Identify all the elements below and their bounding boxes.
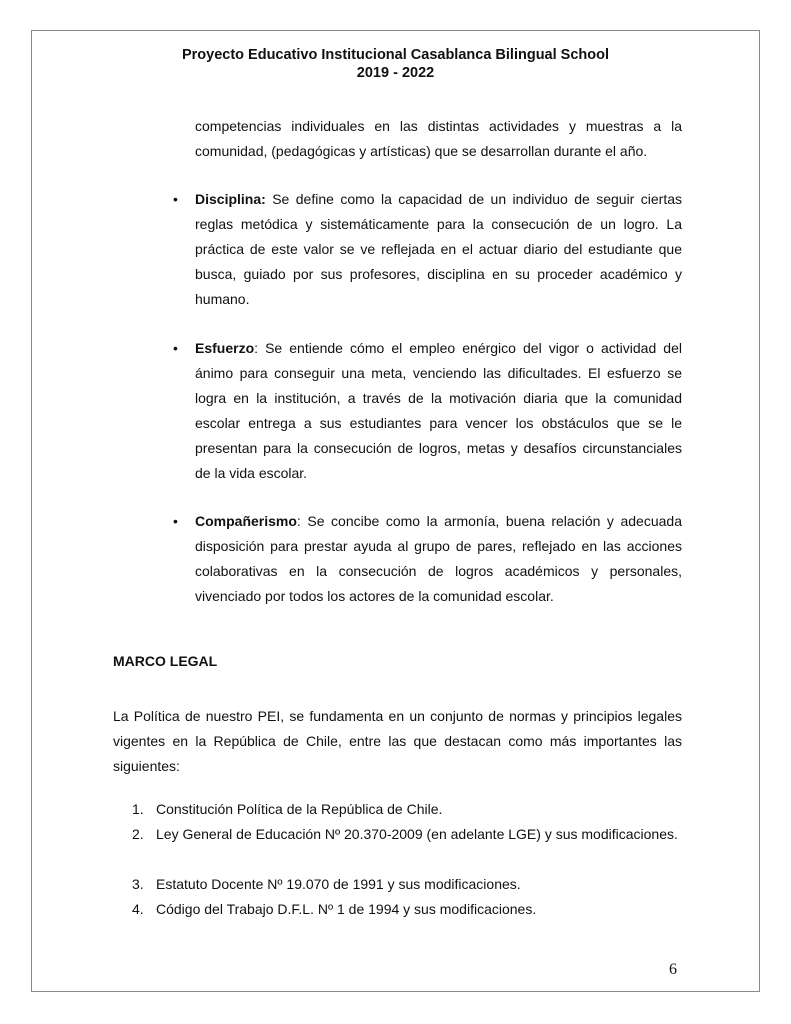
marco-legal-intro: La Política de nuestro PEI, se fundamenta en un conjunto de normas y principios legales vigentes en la República de Chile, entre las que destacan como más importantes las siguientes:: [113, 708, 682, 774]
value-companerismo: [195, 509, 682, 609]
list-item-text: Ley General de Educación Nº 20.370-2009 (en adelante LGE) y sus modificaciones.: [156, 826, 678, 842]
list-item-number: 1.: [132, 801, 144, 817]
bullet-companerismo: •: [173, 513, 178, 529]
value-esfuerzo: [195, 336, 682, 486]
list-item-number: 2.: [132, 826, 144, 842]
value-description: Se define como la capacidad de un individuo de seguir ciertas reglas metódica y sistemáticamente para la consecución de un logro. La práctica de este valor se ve reflejada en el actuar diario del estudiante que busca, guiado por sus profesores, disciplina en su proceder académico y humano.: [195, 191, 682, 307]
continuation-paragraph: competencias individuales en las distintas actividades y muestras a la comunidad, (pedagógicas y artísticas) que se desarrollan durante el año.: [195, 118, 682, 159]
list-item-text: Estatuto Docente Nº 19.070 de 1991 y sus modificaciones.: [156, 876, 521, 892]
value-description: : Se entiende cómo el empleo enérgico del vigor o actividad del ánimo para conseguir una meta, venciendo las dificultades. El esfuerzo se logra en la institución, a través de la motivación diaria que la comunidad escolar entrega a sus estudiantes para vencer los obstáculos que se le presentan para la consecución de logros, metas y desafíos circunstanciales de la vida escolar.: [195, 340, 682, 481]
list-item-number: 4.: [132, 901, 144, 917]
value-term: Esfuerzo: [195, 340, 255, 356]
value-disciplina: [195, 187, 682, 312]
list-item-text: Constitución Política de la República de Chile.: [156, 801, 443, 817]
value-term: Disciplina:: [195, 191, 266, 207]
section-title-marco-legal: MARCO LEGAL: [113, 653, 218, 669]
document-header-years: 2019 - 2022: [356, 65, 435, 81]
page-number: 6: [669, 961, 677, 978]
value-description: : Se concibe como la armonía, buena relación y adecuada disposición para prestar ayuda al grupo de pares, reflejado en las acciones colaborativas en la consecución de logros académicos y personales, vivenciado por todos los actores de la comunidad escolar.: [195, 513, 682, 604]
bullet-disciplina: •: [173, 191, 178, 207]
list-item-text: Código del Trabajo D.F.L. Nº 1 de 1994 y sus modificaciones.: [156, 901, 537, 917]
list-item-number: 3.: [132, 876, 144, 892]
document-header-title: Proyecto Educativo Institucional Casablanca Bilingual School: [181, 47, 610, 63]
value-term: Compañerismo: [195, 513, 297, 529]
bullet-esfuerzo: •: [173, 340, 178, 356]
